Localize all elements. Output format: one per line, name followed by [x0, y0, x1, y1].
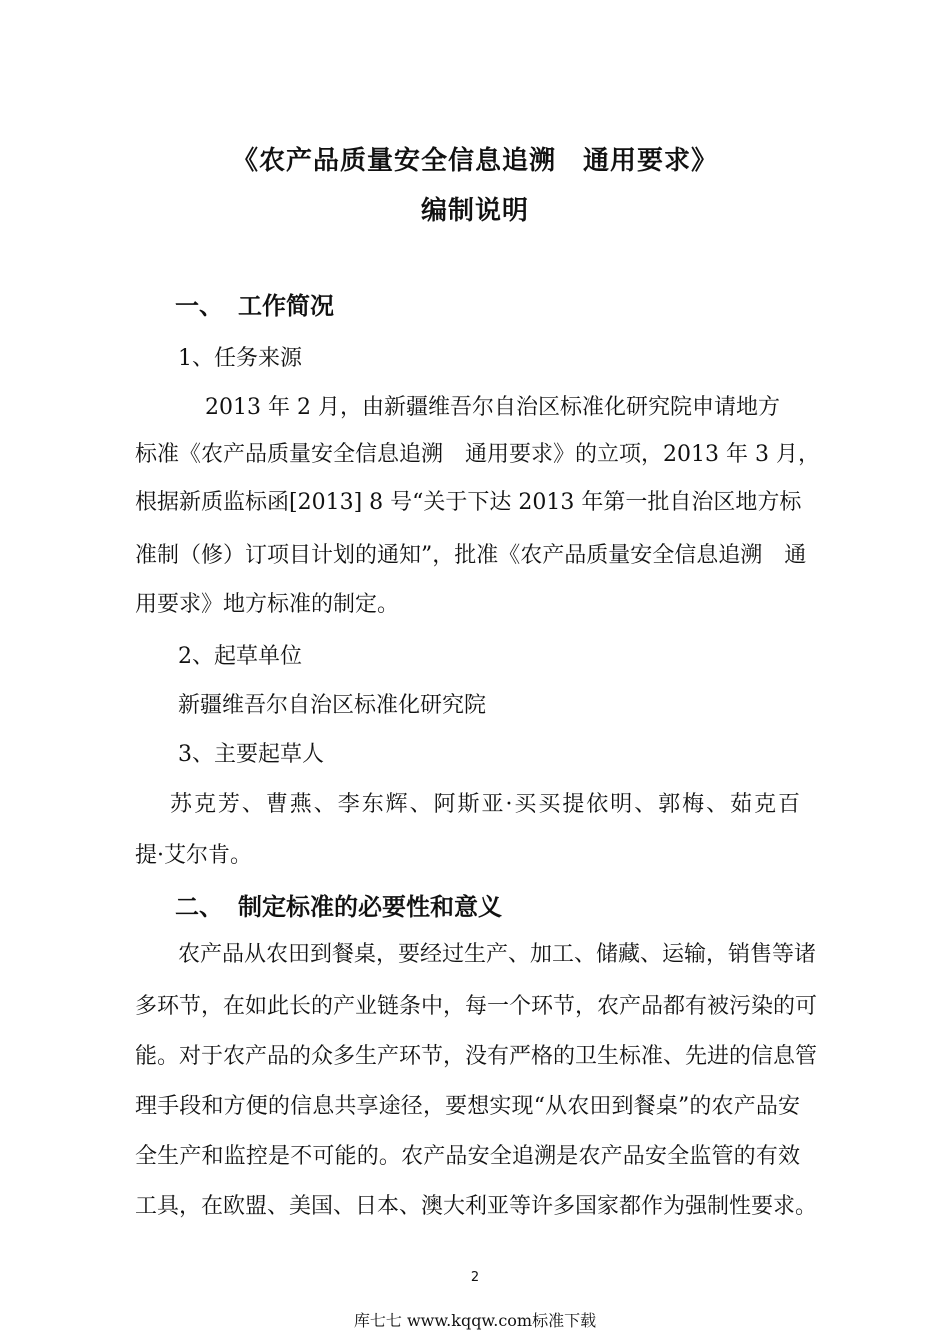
para1-line: 2013 年 2 月，由新疆维吾尔自治区标准化研究院申请地方 [205, 395, 780, 420]
section1-heading: 工作简况 [238, 291, 334, 320]
item-task-source: 1、任务来源 [178, 346, 302, 371]
drafters-line: 苏克芳、曹燕、李东辉、阿斯亚·买买提依明、郭梅、茹克百 [170, 792, 800, 817]
para2-line: 多环节，在如此长的产业链条中，每一个环节，农产品都有被污染的可 [135, 994, 818, 1019]
para2-line: 全生产和监控是不可能的。农产品安全追溯是农产品安全监管的有效 [135, 1144, 800, 1169]
page-number: 2 [470, 1270, 480, 1285]
drafters-line: 提·艾尔肯。 [135, 843, 252, 868]
para2-line: 理手段和方便的信息共享途径，要想实现“从农田到餐桌”的农产品安 [135, 1094, 800, 1119]
section2-heading-number: 二、 [175, 892, 223, 921]
para2-line: 工具，在欧盟、美国、日本、澳大利亚等许多国家都作为强制性要求。 [135, 1194, 818, 1219]
section2-heading: 制定标准的必要性和意义 [238, 892, 502, 921]
para2-line: 农产品从农田到餐桌，要经过生产、加工、储藏、运输，销售等诸 [178, 942, 817, 967]
para1-line: 用要求》地方标准的制定。 [135, 592, 400, 617]
item-main-drafters: 3、主要起草人 [178, 742, 324, 767]
para1-line: 根据新质监标函[2013] 8 号“关于下达 2013 年第一批自治区地方标 [135, 490, 802, 515]
item-drafting-unit: 2、起草单位 [178, 644, 302, 669]
para2-line: 能。对于农产品的众多生产环节，没有严格的卫生标准、先进的信息管 [135, 1044, 818, 1069]
drafting-org: 新疆维吾尔自治区标准化研究院 [178, 693, 487, 718]
section1-heading-number: 一、 [175, 291, 223, 320]
footer-watermark: 库七七 www.kqqw.com标准下载 [353, 1311, 597, 1330]
document-subtitle: 编制说明 [420, 196, 529, 226]
document-title: 《农产品质量安全信息追溯 通用要求》 [231, 146, 718, 176]
para1-line: 准制（修）订项目计划的通知”，批准《农产品质量安全信息追溯 通 [135, 543, 807, 568]
para1-line: 标准《农产品质量安全信息追溯 通用要求》的立项，2013 年 3 月， [135, 442, 820, 467]
